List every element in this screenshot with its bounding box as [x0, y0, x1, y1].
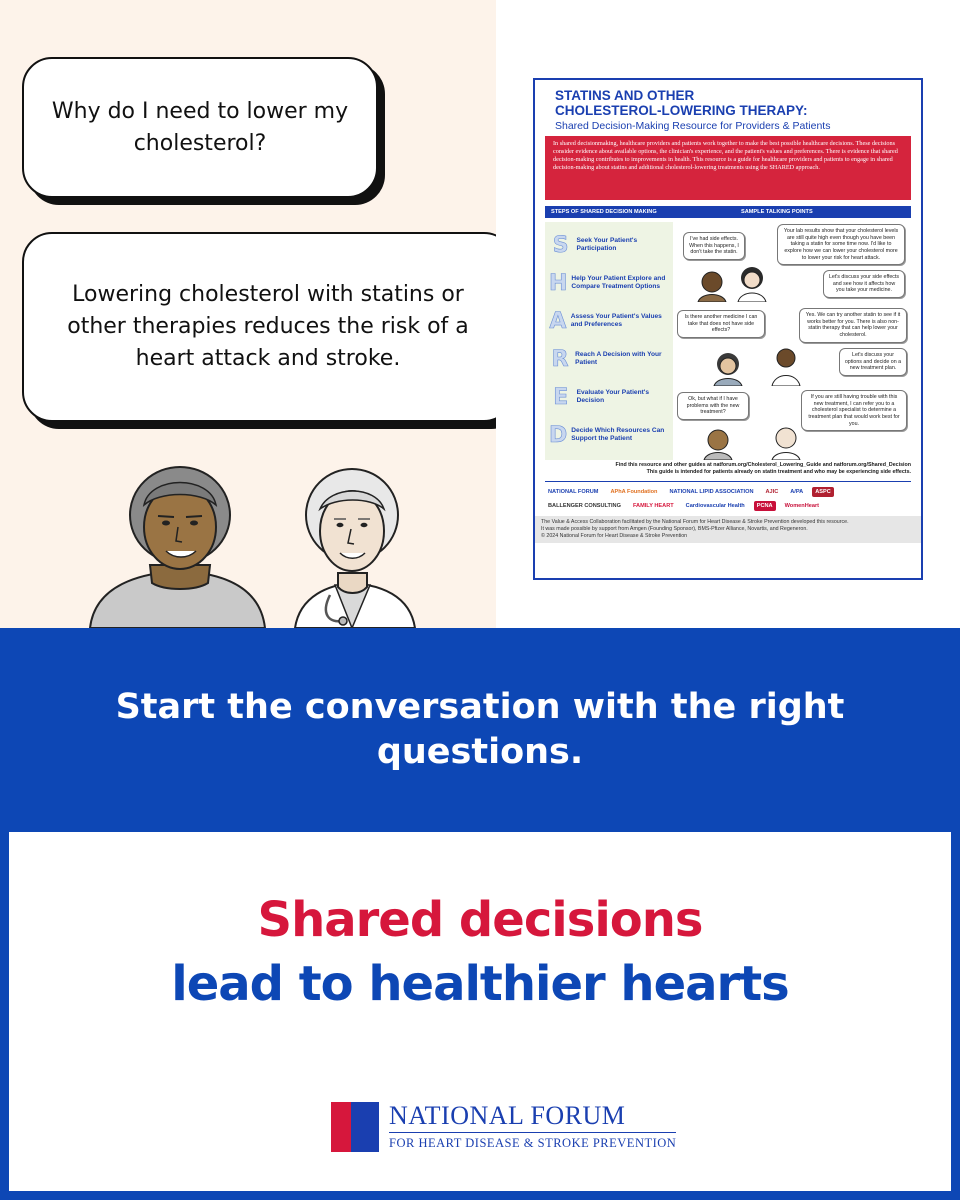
step-s: [549, 226, 669, 264]
guide-title-line1: STATINS AND OTHER: [555, 88, 695, 103]
partner-logo: NATIONAL LIPID ASSOCIATION: [669, 489, 754, 495]
partner-logo: PCNA: [754, 501, 776, 511]
answer-text: Lowering cholesterol with statins or other therapies reduces the risk of a heart attack and stroke.: [67, 282, 469, 371]
cta-band: [0, 628, 960, 832]
headline-line1: Shared decisions: [257, 892, 703, 948]
step-letter: R: [551, 346, 569, 372]
step-letter: S: [552, 232, 569, 258]
talking-points-header: SAMPLE TALKING POINTS: [741, 209, 813, 216]
speech-bubble-answer: [22, 232, 514, 422]
headline-line2: lead to healthier hearts: [171, 956, 789, 1012]
step-letter: E: [553, 384, 569, 410]
brand-text: [379, 1103, 676, 1151]
step-d: [549, 416, 669, 454]
guide-footer-line3: © 2024 National Forum for Heart Disease & Stroke Prevention: [541, 533, 688, 540]
patient-figure: [90, 467, 265, 628]
guide-column-headers: [545, 206, 911, 218]
step-e: [549, 378, 669, 416]
guide-title-line2: CHOLESTEROL-LOWERING THERAPY:: [555, 103, 808, 119]
talk-bubble-doctor-5: If you are still having trouble with this new treatment, I can refer you to a cholesterol specialist to determine a treatment plan that would work best for you.: [801, 390, 907, 431]
speech-bubble-question: [22, 57, 378, 198]
doctor-face-1: [735, 264, 769, 302]
partner-logo: WomenHeart: [784, 503, 819, 509]
talk-bubble-patient-2: Is there another medicine I can take that does not have side effects?: [677, 310, 765, 338]
step-label: Seek Your Patient's Participation: [576, 237, 638, 253]
guide-subtitle: Shared Decision-Making Resource for Providers & Patients: [555, 120, 831, 133]
talk-bubble-doctor-3: Yes. We can try another statin to see if it works better for you. There is also non-statin therapy that can help lower your cholesterol.: [799, 308, 907, 342]
doctor-face-2: [769, 344, 803, 386]
step-h: [549, 264, 669, 302]
guide-find-line1: Find this resource and other guides at natforum.org/Cholesterol_Lowering_Guide and natforum.org/Shared_Decision: [615, 462, 911, 469]
step-label: Help Your Patient Explore and Compare Treatment Options: [571, 275, 666, 291]
partner-logos: [545, 485, 911, 513]
patient-doctor-illustration: [80, 445, 480, 628]
brand-name: NATIONAL FORUM: [389, 1101, 626, 1130]
guide-find-line2: This guide is intended for patients already on statin treatment and who may be experiencing side effects.: [646, 469, 911, 476]
guide-footer: [535, 516, 921, 543]
talk-bubble-doctor-4: Let's discuss your options and decide on a new treatment plan.: [839, 348, 907, 376]
partner-logo: A/PA: [790, 489, 804, 495]
step-r: [549, 340, 669, 378]
patient-face-1: [695, 268, 729, 302]
talking-points: [673, 222, 911, 460]
partner-logo: NATIONAL FORUM: [548, 489, 599, 495]
patient-face-3: [701, 426, 735, 460]
doctor-figure: [295, 469, 415, 628]
partner-logo: BALLENGER CONSULTING: [548, 503, 621, 509]
guide-title: [545, 88, 911, 118]
guide-footer-line1: The Value & Access Collaboration facilitated by the National Forum for Heart Disease & Stroke Prevention developed this resource.: [541, 519, 849, 525]
talk-bubble-doctor-1: Your lab results show that your cholesterol levels are still quite high even though you have been taking a statin for some time now. I'd like to explore how we can lower your cholesterol more to lower your risk for heart attack.: [777, 224, 905, 265]
talk-bubble-doctor-2: Let's discuss your side effects and see how it affects how you take your medicine.: [823, 270, 905, 298]
partner-logo: APhA Foundation: [610, 489, 658, 495]
talk-bubble-patient-3: Ok, but what if I have problems with the new treatment?: [677, 392, 749, 420]
guide-body: [545, 222, 911, 460]
step-letter: A: [549, 308, 567, 334]
steps-list: [545, 222, 673, 460]
guide-intro: In shared decisionmaking, healthcare providers and patients work together to make the best possible healthcare decisions. These decisions consider evidence about available options, the clinician's experience, and the patient's values and preferences. There is evidence that shared decision-making contributes to improvements in health. This resource is a guide for healthcare providers and patients to engage in shared decision-making about statins and additional cholesterol-lowering treatments using the SHARED approach.: [545, 136, 911, 200]
flag-icon: [331, 1102, 379, 1152]
guide-divider: [545, 481, 911, 483]
partner-logo: Cardiovascular Health: [685, 503, 745, 509]
doctor-face-3: [769, 424, 803, 460]
step-label: Evaluate Your Patient's Decision: [576, 389, 650, 405]
steps-header: STEPS OF SHARED DECISION MAKING: [551, 209, 657, 216]
shared-decision-guide[interactable]: [533, 78, 923, 580]
headline-section: [0, 832, 960, 1200]
partner-logo: ASPC: [812, 487, 834, 497]
national-forum-logo[interactable]: [331, 1102, 676, 1152]
partner-logo: AJIC: [765, 489, 779, 495]
step-letter: D: [549, 422, 568, 448]
question-text: Why do I need to lower my cholesterol?: [51, 98, 349, 156]
step-letter: H: [549, 270, 568, 296]
partner-logo: FAMILY HEART: [632, 503, 674, 509]
guide-find-note: [545, 462, 911, 476]
talk-bubble-patient-1: I've had side effects. When this happens, I don't take the statin.: [683, 232, 745, 260]
brand-subtitle: FOR HEART DISEASE & STROKE PREVENTION: [389, 1132, 676, 1151]
step-label: Reach A Decision with Your Patient: [575, 351, 662, 367]
conversation-panel: [0, 0, 496, 628]
cta-title: Start the conversation with the right questions.: [115, 686, 845, 772]
step-a: [549, 302, 669, 340]
step-label: Assess Your Patient's Values and Preferences: [570, 313, 662, 329]
patient-face-2: [711, 350, 745, 386]
guide-footer-line2: It was made possible by support from Amgen (Founding Sponsor), BMS-Pfizer Alliance, Novartis, and Regeneron.: [541, 526, 808, 533]
step-label: Decide Which Resources Can Support the Patient: [571, 427, 665, 443]
